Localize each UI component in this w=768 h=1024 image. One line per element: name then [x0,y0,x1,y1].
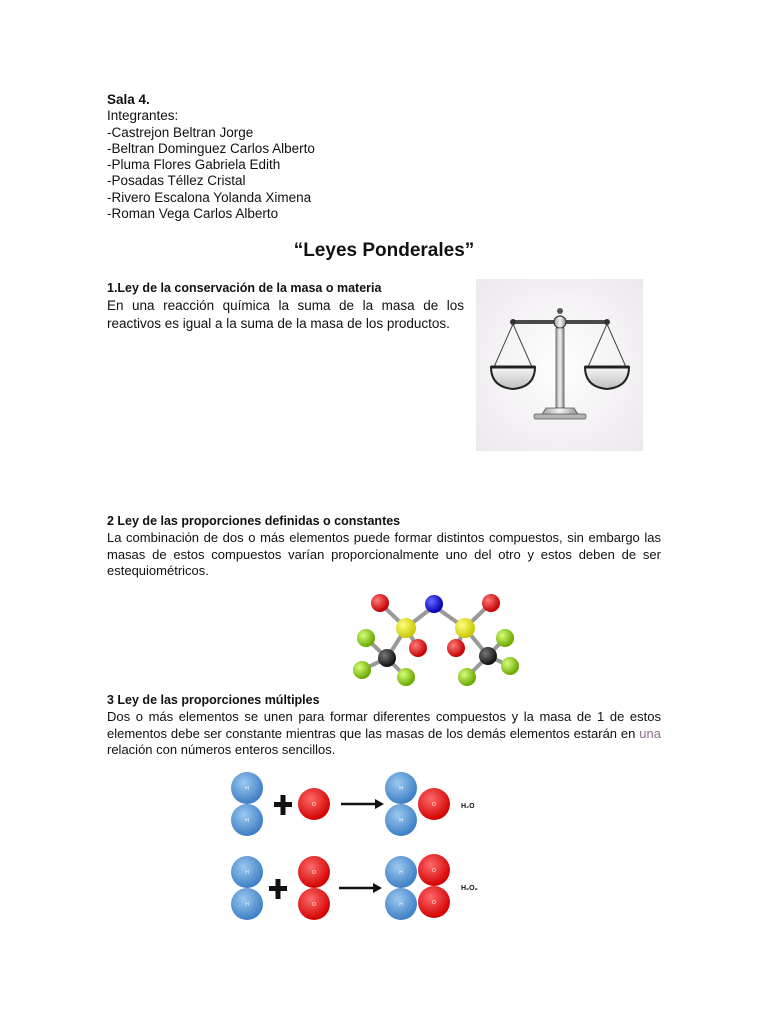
member-item: -Pluma Flores Gabriela Edith [107,157,281,173]
law3-heading: 3 Ley de las proporciones múltiples [107,693,320,707]
law3-text-after: relación con números enteros sencillos. [107,742,336,757]
member-item: -Posadas Téllez Cristal [107,173,246,189]
member-item: -Rivero Escalona Yolanda Ximena [107,189,312,205]
h-atom-label: H [245,818,249,824]
law3-text [107,709,661,759]
balance-scale-image [476,279,643,451]
reactions-svg [225,770,485,925]
o-atom-label: O [432,868,436,874]
o-atom-label: O [312,902,316,908]
molecule-icon [340,586,530,694]
h-atom-label: H [399,786,403,792]
formula-water: H₂O [461,803,475,810]
law1-text: En una reacción química la suma de la masa de los reactivos es igual a la suma de la masa de los productos. [107,298,464,331]
molecule-image [340,586,530,694]
member-item: -Roman Vega Carlos Alberto [107,206,279,221]
member-item: -Castrejon Beltran Jorge [107,124,254,140]
law2-text: La combinación de dos o más elementos puede formar distintos compuestos, sin embargo las masas de estos compuestos varían proporcionalmente uno del otro y estos deben de ser estequiométricos. [107,530,661,578]
law3-text-before: Dos o más elementos se unen para formar diferentes compuestos y la masa de 1 de estos elementos debe ser constante mientras que las masas de los demás elementos estarán en [107,709,661,741]
o-atom-label: O [432,900,436,906]
members-label: Integrantes: [107,108,179,123]
room-label: Sala 4. [107,92,150,107]
h-atom-label: H [399,870,403,876]
formula-peroxide: H₂O₂ [461,885,478,892]
h-atom-label: H [245,786,249,792]
page-title: “Leyes Ponderales” [293,240,475,261]
reactions-diagram [225,770,485,925]
law1-heading: 1.Ley de la conservación de la masa o materia [107,281,382,295]
o-atom-label: O [432,802,436,808]
o-atom-label: O [312,870,316,876]
reaction-row-2 [231,854,478,920]
h-atom-label: H [245,870,249,876]
law2-heading: 2 Ley de las proporciones definidas o constantes [107,514,401,528]
reaction-row-1 [231,772,475,836]
member-item: -Beltran Dominguez Carlos Alberto [107,140,315,156]
balance-scale-icon [476,279,643,451]
o-atom-label: O [312,802,316,808]
h-atom-label: H [245,902,249,908]
h-atom-label: H [399,818,403,824]
h-atom-label: H [399,902,403,908]
law3-muted-word: una [639,725,661,741]
